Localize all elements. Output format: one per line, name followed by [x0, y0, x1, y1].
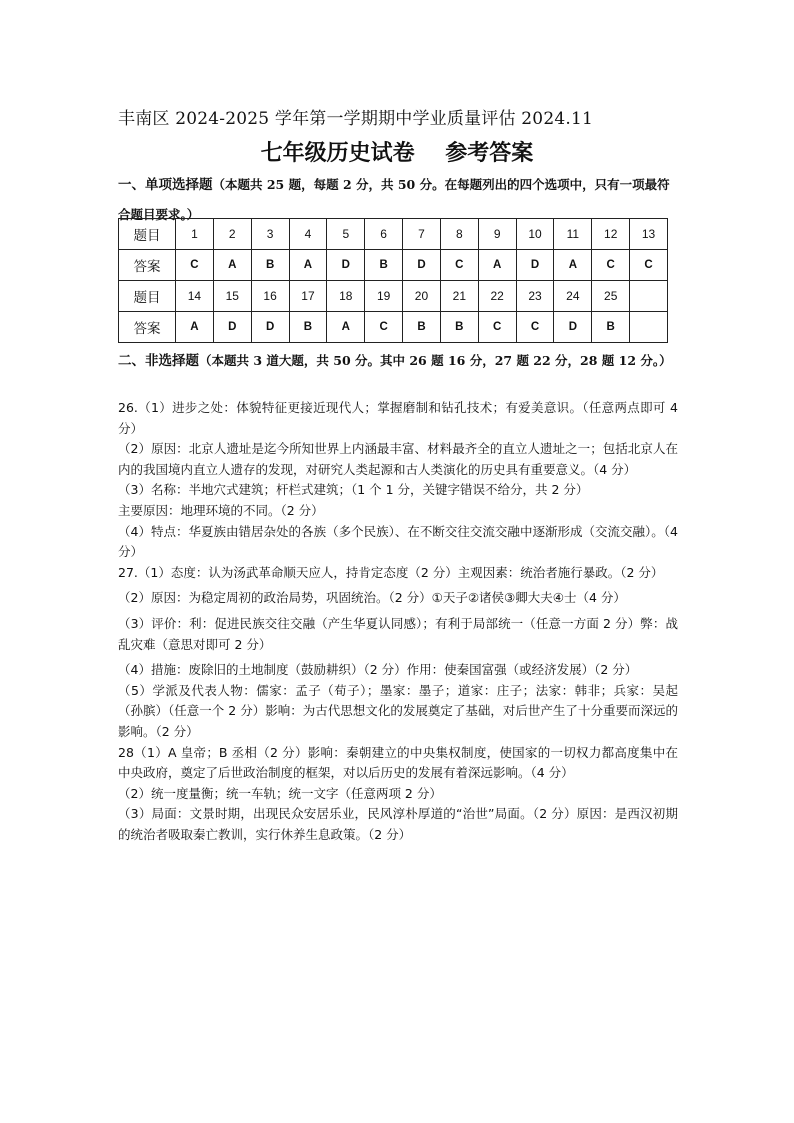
question-number-cell: 14 — [176, 281, 214, 312]
answer-body — [118, 398, 678, 845]
answer-cell: C — [478, 312, 516, 343]
section-two-title: 二、非选择题 — [118, 353, 199, 369]
answer-cell: A — [327, 312, 365, 343]
answer-cell: A — [478, 250, 516, 281]
question-number-cell: 21 — [440, 281, 478, 312]
answer-cell: A — [213, 250, 251, 281]
row-label-answer: 答案 — [119, 312, 176, 343]
section-two-note: （本题共 3 道大题，共 50 分。其中 26 题 16 分，27 题 22 分，28 题 12 分。） — [199, 353, 672, 368]
answer-paragraph: （4）措施：废除旧的土地制度（鼓励耕织）（2 分）作用：使秦国富强（或经济发展）（2 分） — [118, 662, 638, 678]
question-number-cell: 16 — [251, 281, 289, 312]
answer-cell: B — [251, 250, 289, 281]
question-number-cell: 15 — [213, 281, 251, 312]
question-number-cell: 11 — [554, 219, 592, 250]
answer-paragraph: 28（1）A 皇帝；B 丞相（2 分）影响：秦朝建立的中央集权制度，使国家的一切权力都高度集中在中央政府，奠定了后世政治制度的框架，对以后历史的发展有着深远影响。（4 分） — [118, 744, 678, 781]
question-number-cell: 8 — [440, 219, 478, 250]
section-two-heading — [118, 346, 678, 376]
answer-cell: A — [176, 312, 214, 343]
answer-cell: D — [516, 250, 554, 281]
answer-table — [118, 218, 668, 343]
question-number-cell: 9 — [478, 219, 516, 250]
question-number-cell: 20 — [403, 281, 441, 312]
question-number-cell: 23 — [516, 281, 554, 312]
answer-cell: A — [554, 250, 592, 281]
question-number-cell: 4 — [289, 219, 327, 250]
answer-paragraph: （5）学派及代表人物：儒家：孟子（荀子）；墨家：墨子；道家：庄子；法家：韩非；兵家：吴起（孙膑）（任意一个 2 分）影响：为古代思想文化的发展奠定了基础，对后世产生了十分重要而深远的影响。（2 分） — [118, 682, 678, 739]
question-number-row — [119, 219, 668, 250]
question-number-cell: 10 — [516, 219, 554, 250]
question-number-cell: 2 — [213, 219, 251, 250]
question-number-cell: 12 — [592, 219, 630, 250]
question-number-cell: 24 — [554, 281, 592, 312]
answer-row — [119, 312, 668, 343]
answer-cell: D — [403, 250, 441, 281]
question-number-cell — [630, 281, 668, 312]
answer-cell: C — [440, 250, 478, 281]
question-number-cell: 6 — [365, 219, 403, 250]
answer-cell: D — [251, 312, 289, 343]
question-number-cell: 3 — [251, 219, 289, 250]
row-label-question: 题目 — [119, 219, 176, 250]
answer-paragraph: （3）评价：利：促进民族交往交融（产生华夏认同感）；有利于局部统一（任意一方面 2 分）弊：战乱灾难（意思对即可 2 分） — [118, 615, 678, 652]
exam-subtitle: 丰南区 2024-2025 学年第一学期期中学业质量评估 2024.11 — [118, 109, 593, 129]
answer-cell: D — [327, 250, 365, 281]
answer-cell: B — [592, 312, 630, 343]
answer-cell — [630, 312, 668, 343]
question-number-cell: 25 — [592, 281, 630, 312]
answer-paragraph: （2）统一度量衡；统一车轨；统一文字（任意两项 2 分） — [118, 785, 442, 801]
answer-cell: C — [516, 312, 554, 343]
question-number-cell: 22 — [478, 281, 516, 312]
answer-cell: B — [365, 250, 403, 281]
answer-paragraph: 27.（1）态度：认为汤武革命顺天应人，持肯定态度（2 分）主观因素：统治者施行暴政。（2 分） — [118, 564, 664, 580]
answer-paragraph: （4）特点：华夏族由错居杂处的各族（多个民族）、在不断交往交流交融中逐渐形成（交流交融）。（4 分） — [118, 523, 678, 560]
answer-paragraph: （3）局面：文景时期，出现民众安居乐业，民风淳朴厚道的“治世”局面。（2 分）原因：是西汉初期的统治者吸取秦亡教训，实行休养生息政策。（2 分） — [118, 806, 678, 842]
answer-cell: C — [592, 250, 630, 281]
answer-paragraph: （2）原因：为稳定周初的政治局势，巩固统治。（2 分）①天子②诸侯③卿大夫④士（4 分） — [118, 590, 626, 606]
question-number-cell: 17 — [289, 281, 327, 312]
section-one-title: 一、单项选择题 — [118, 177, 213, 193]
question-number-cell: 5 — [327, 219, 365, 250]
answer-paragraph: （2）原因：北京人遗址是迄今所知世界上内涵最丰富、材料最齐全的直立人遗址之一；包括北京人在内的我国境内直立人遗存的发现，对研究人类起源和古人类演化的历史具有重要意义。（4 分） — [118, 441, 678, 477]
question-number-cell: 18 — [327, 281, 365, 312]
answer-cell: D — [213, 312, 251, 343]
answer-cell: B — [289, 312, 327, 343]
answer-cell: B — [440, 312, 478, 343]
answer-cell: B — [403, 312, 441, 343]
answer-paragraph: （3）名称：半地穴式建筑；杆栏式建筑；（1 个 1 分，关键字错误不给分，共 2 分） — [118, 482, 589, 498]
question-number-cell: 1 — [176, 219, 214, 250]
page-title: 七年级历史试卷 参考答案 — [260, 140, 534, 166]
row-label-answer: 答案 — [119, 250, 176, 281]
question-number-cell: 13 — [630, 219, 668, 250]
answer-cell: C — [630, 250, 668, 281]
answer-cell: A — [289, 250, 327, 281]
answer-cell: D — [554, 312, 592, 343]
question-number-row — [119, 281, 668, 312]
answer-paragraph: 主要原因：地理环境的不同。（2 分） — [118, 502, 324, 518]
section-one-note: （本题共 25 题，每题 2 分，共 50 分。在每题列出的四个选项中，只有一项最符合题目要求。） — [118, 177, 670, 222]
question-number-cell: 19 — [365, 281, 403, 312]
answer-cell: C — [365, 312, 403, 343]
answer-row — [119, 250, 668, 281]
answer-cell: C — [176, 250, 214, 281]
answer-paragraph: 26.（1）进步之处：体貌特征更接近现代人；掌握磨制和钻孔技术；有爱美意识。（任意两点即可 4 分） — [118, 400, 678, 436]
row-label-question: 题目 — [119, 281, 176, 312]
question-number-cell: 7 — [403, 219, 441, 250]
